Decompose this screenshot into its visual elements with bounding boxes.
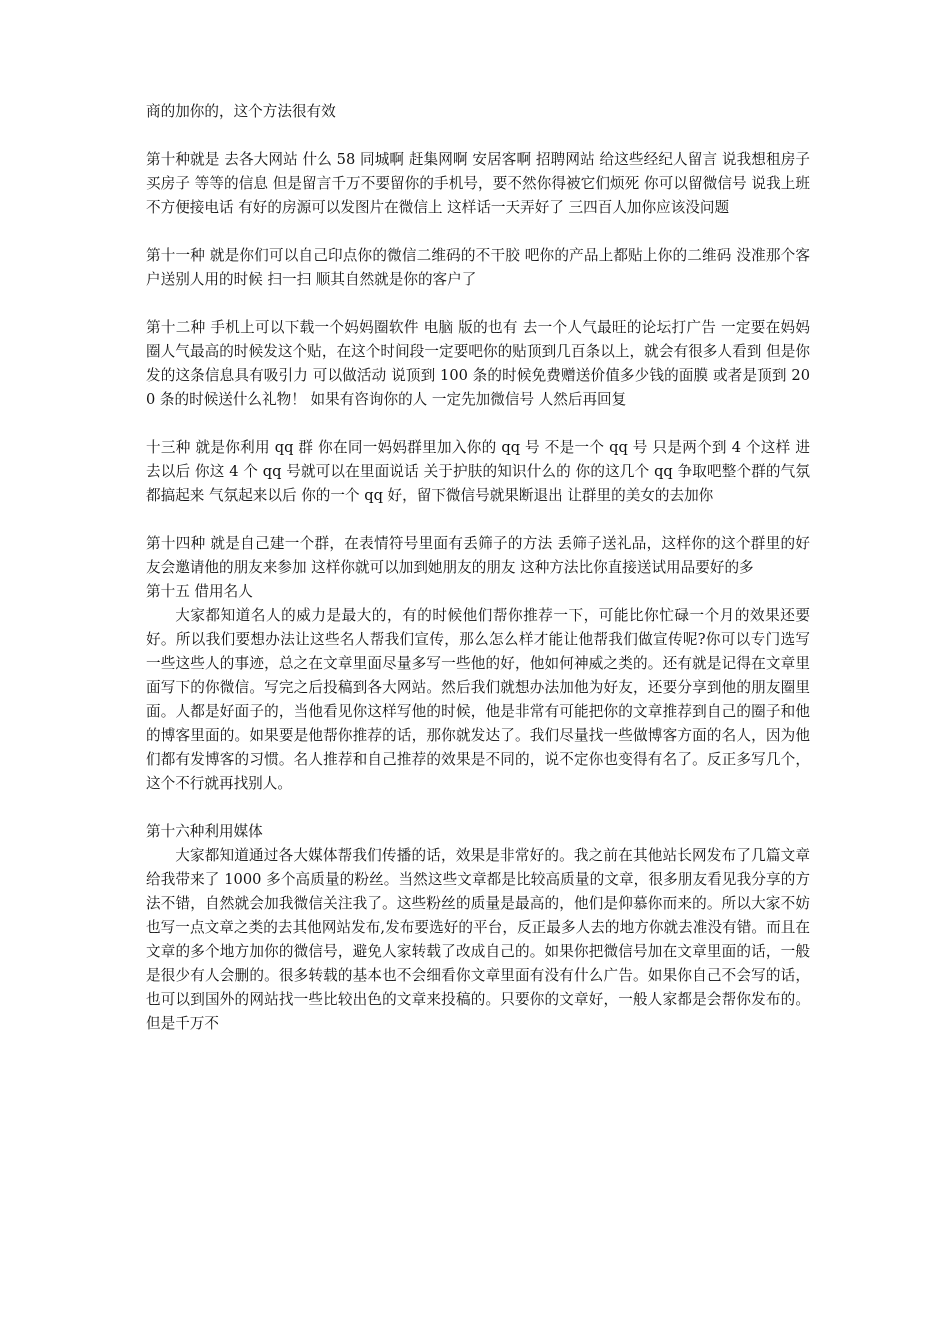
- document-page: [146, 100, 810, 1036]
- paragraph-method-16-body: 大家都知道通过各大媒体帮我们传播的话，效果是非常好的。我之前在其他站长网发布了几篇文章给我带来了 1000 多个高质量的粉丝。当然这些文章都是比较高质量的文章，很多朋友看见我分享的方法不错，自然就会加我微信关注我了。这些粉丝的质量是最高的，他们是仰慕你而来的。所以大家不妨也写一点文章之类的去其他网站发布,发布要选好的平台，反正最多人去的地方你就去准没有错。而且在文章的多个地方加你的微信号，避免人家转载了改成自己的。如果你把微信号加在文章里面的话，一般是很少有人会删的。很多转载的基本也不会细看你文章里面有没有什么广告。如果你自己不会写的话，也可以到国外的网站找一些比较出色的文章来投稿的。只要你的文章好，一般人家都是会帮你发布的。但是千万不: [146, 847, 810, 1032]
- section-heading-16: 第十六种利用媒体: [146, 823, 263, 840]
- paragraph-method-12: 第十二种 手机上可以下载一个妈妈圈软件 电脑 版的也有 去一个人气最旺的论坛打广告 一定要在妈妈圈人气最高的时候发这个贴，在这个时间段一定要吧你的贴顶到几百条以上，就会有很多人看到 但是你发的这条信息具有吸引力 可以做活动 说顶到 100 条的时候免费赠送价值多少钱的面膜 或者是顶到 200 条的时候送什么礼物！ 如果有咨询你的人 一定先加微信号 人然后再回复: [146, 319, 810, 408]
- paragraph-method-14: 第十四种 就是自己建一个群，在表情符号里面有丢筛子的方法 丢筛子送礼品，这样你的这个群里的好友会邀请他的朋友来参加 这样你就可以加到她朋友的朋友 这种方法比你直接送试用品要好的多: [146, 535, 810, 576]
- section-heading-15: 第十五 借用名人: [146, 583, 253, 600]
- paragraph-method-11: 第十一种 就是你们可以自己印点你的微信二维码的不干胶 吧你的产品上都贴上你的二维码 没准那个客户送别人用的时候 扫一扫 顺其自然就是你的客户了: [146, 247, 810, 288]
- paragraph-method-15-body: 大家都知道名人的威力是最大的，有的时候他们帮你推荐一下，可能比你忙碌一个月的效果还要好。所以我们要想办法让这些名人帮我们宣传，那么怎么样才能让他帮我们做宣传呢?你可以专门选写一些这些人的事迹，总之在文章里面尽量多写一些他的好，他如何神威之类的。还有就是记得在文章里面写下的你微信。写完之后投稿到各大网站。然后我们就想办法加他为好友，还要分享到他的朋友圈里面。人都是好面子的，当他看见你这样写他的时候，他是非常有可能把你的文章推荐到自己的圈子和他的博客里面的。如果要是他帮你推荐的话，那你就发达了。我们尽量找一些做博客方面的名人，因为他们都有发博客的习惯。名人推荐和自己推荐的效果是不同的，说不定你也变得有名了。反正多写几个，这个不行就再找别人。: [146, 607, 810, 792]
- paragraph-method-10: 第十种就是 去各大网站 什么 58 同城啊 赶集网啊 安居客啊 招聘网站 给这些经纪人留言 说我想租房子 买房子 等等的信息 但是留言千万不要留你的手机号，要不然你得被它们烦死 你可以留微信号 说我上班不方便接电话 有好的房源可以发图片在微信上 这样话一天弄好了 三四百人加你应该没问题: [146, 151, 810, 216]
- paragraph-method-13: 十三种 就是你利用 qq 群 你在同一妈妈群里加入你的 qq 号 不是一个 qq 号 只是两个到 4 个这样 进去以后 你这 4 个 qq 号就可以在里面说话 关于护肤的知识什么的 你的这几个 qq 争取吧整个群的气氛都搞起来 气氛起来以后 你的一个 qq 好，留下微信号就果断退出 让群里的美女的去加你: [146, 439, 810, 504]
- paragraph-intro-tail: 商的加你的，这个方法很有效: [146, 103, 336, 120]
